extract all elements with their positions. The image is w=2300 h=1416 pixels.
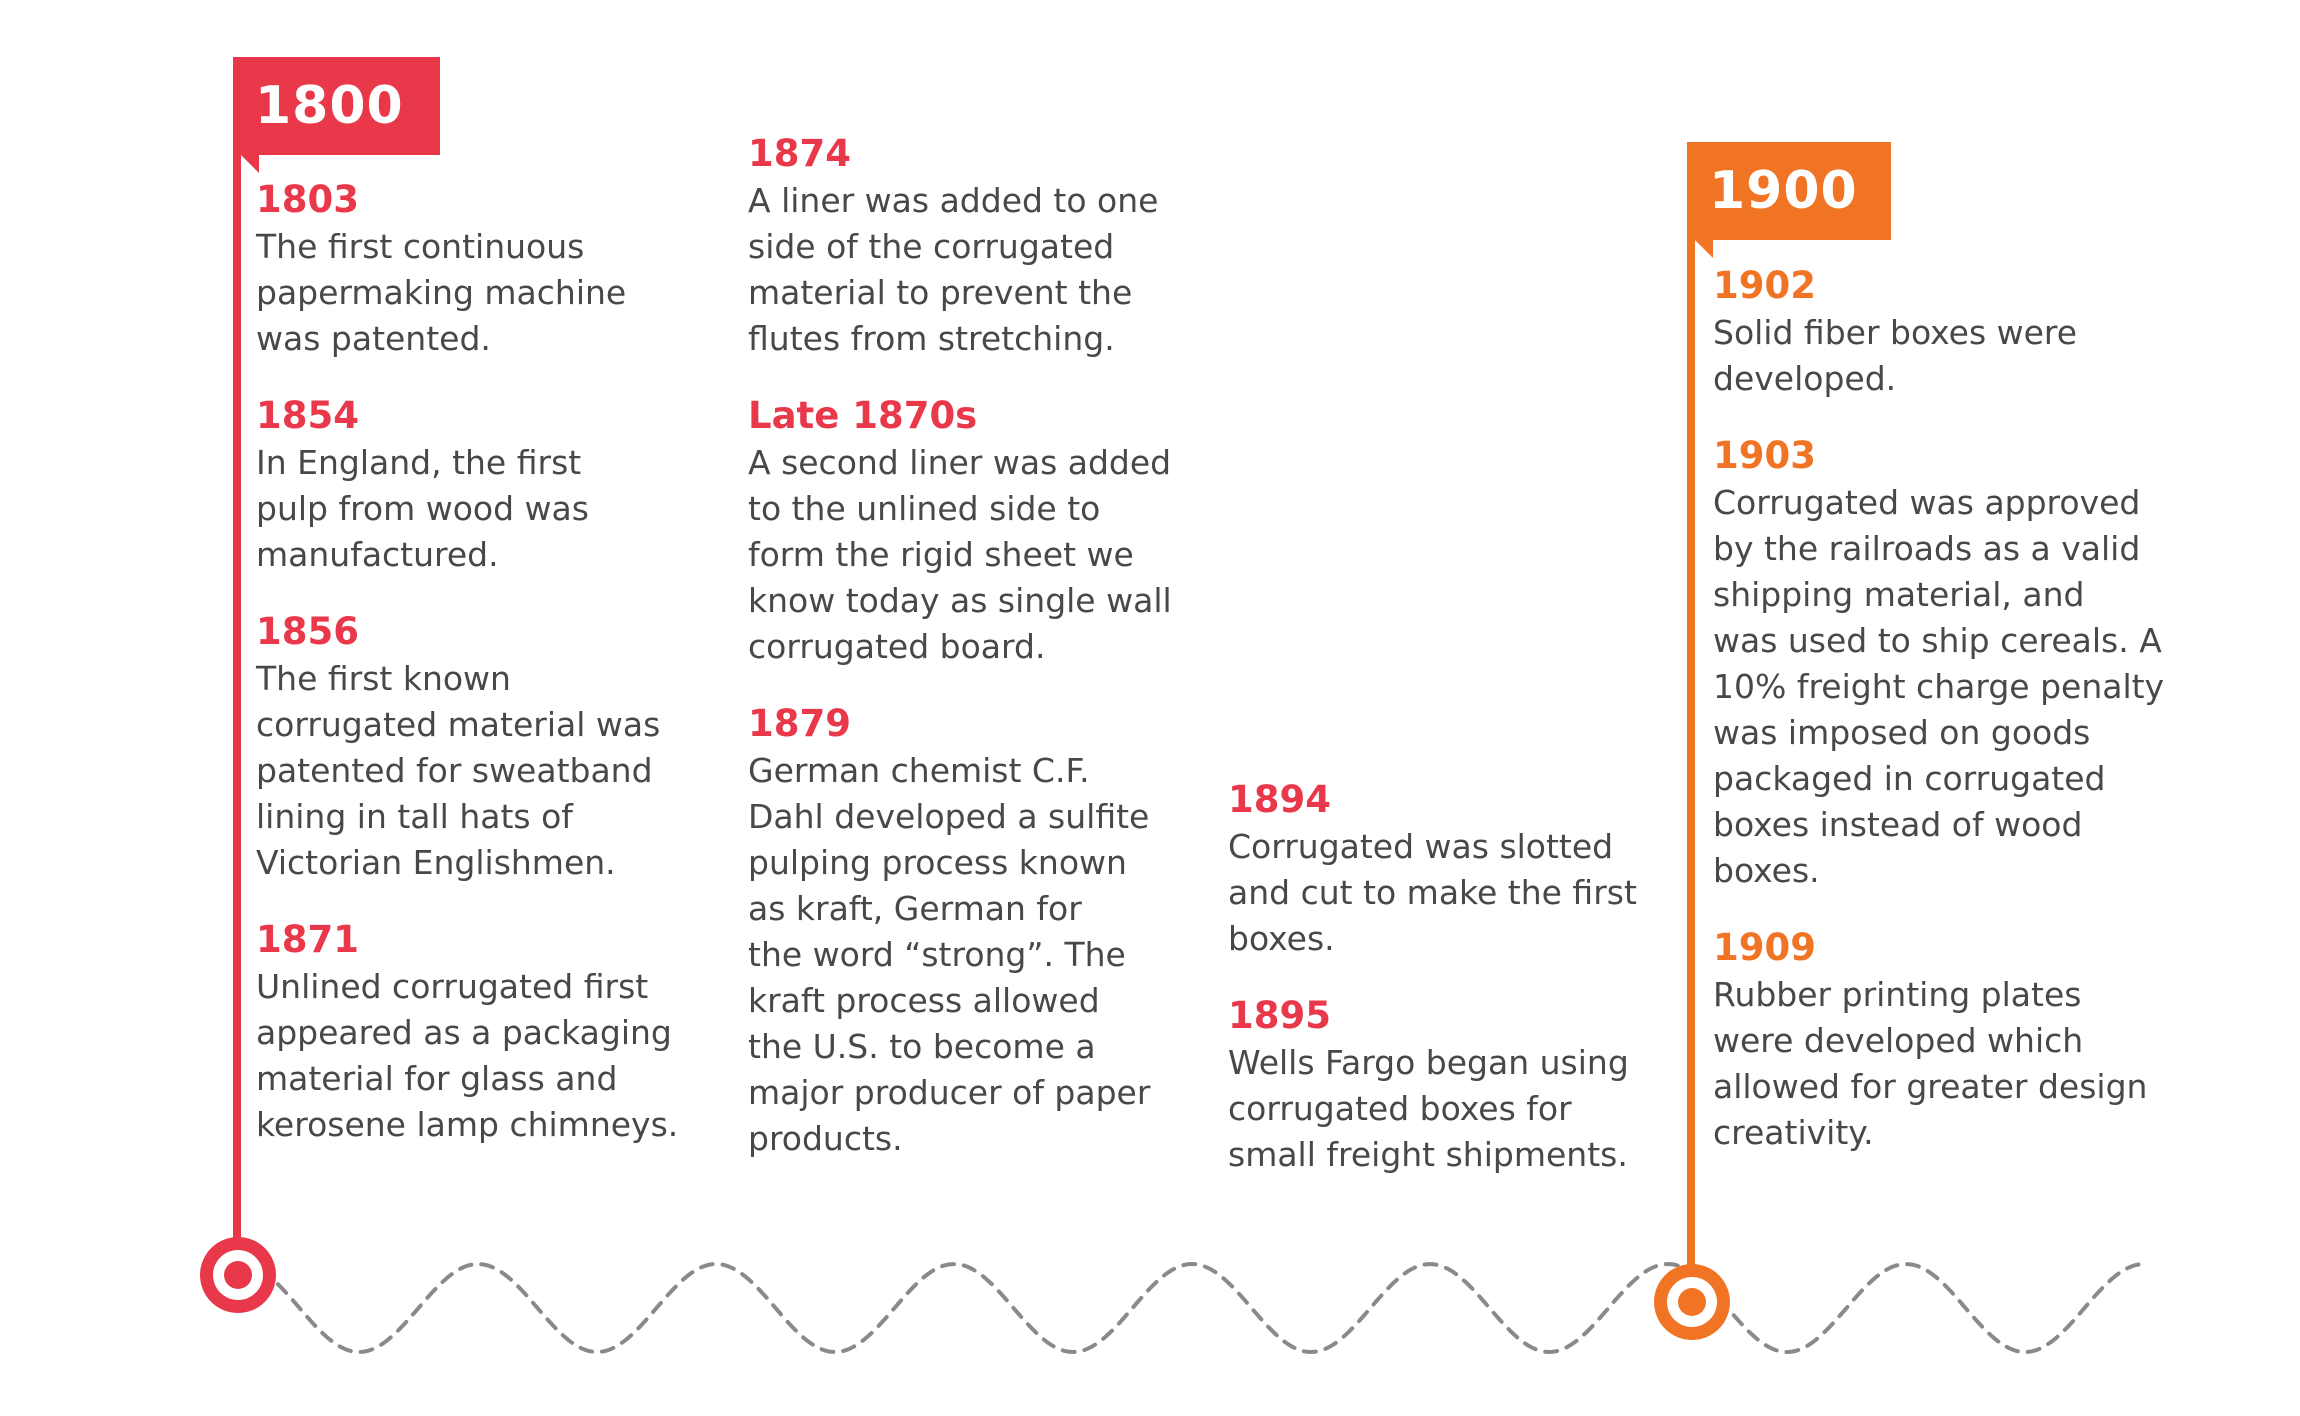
event-description: A second liner was added to the unlined side to form the rigid sheet we know today as single wall corrugated board. [748, 443, 1172, 666]
events-column-3 [1228, 776, 1658, 1208]
marker-flag-1800 [233, 57, 440, 155]
event-description: A liner was added to one side of the corrugated material to prevent the flutes from stretching. [748, 181, 1159, 358]
event-year: 1803 [256, 178, 359, 221]
marker-label-1900: 1900 [1709, 161, 1858, 221]
marker-label-1800: 1800 [255, 76, 404, 136]
event-description: Corrugated was approved by the railroads as a valid shipping material, and was used to ship cereals. A 10% freight charge penalty was imposed on goods packaged in corrugated boxes instead of wood boxes. [1713, 483, 2165, 890]
event-description: Corrugated was slotted and cut to make the first boxes. [1228, 827, 1637, 958]
event-year: 1856 [256, 610, 359, 653]
event-1874 [748, 130, 1178, 362]
event-1879 [748, 700, 1178, 1162]
target-icon-1900 [1652, 1262, 1732, 1342]
marker-flag-1900 [1687, 142, 1891, 240]
flag-tail-1900 [1695, 240, 1713, 258]
event-1856 [256, 608, 716, 886]
event-year: 1909 [1713, 926, 1816, 969]
event-1903 [1713, 432, 2183, 894]
event-1871 [256, 916, 716, 1148]
event-late-1870s [748, 392, 1178, 670]
event-1803 [256, 176, 716, 362]
event-year: 1854 [256, 394, 359, 437]
event-description: German chemist C.F. Dahl developed a sulfite pulping process known as kraft, German for the word “strong”. The kraft process allowed the U.S. to become a major producer of paper products. [748, 751, 1151, 1158]
event-year: 1894 [1228, 778, 1331, 821]
pole-1800 [233, 60, 241, 1275]
event-year: 1903 [1713, 434, 1816, 477]
event-description: Solid fiber boxes were developed. [1713, 313, 2078, 398]
event-year: 1895 [1228, 994, 1331, 1037]
target-icon-1800 [198, 1235, 278, 1315]
event-year: 1902 [1713, 264, 1816, 307]
flag-tail-1800 [241, 155, 259, 173]
event-year: 1879 [748, 702, 851, 745]
pole-1900 [1687, 145, 1695, 1300]
event-1894 [1228, 776, 1658, 962]
event-description: The first continuous papermaking machine was patented. [256, 227, 627, 358]
event-description: The first known corrugated material was patented for sweatband lining in tall hats of Victorian Englishmen. [256, 659, 661, 882]
events-column-4 [1713, 262, 2183, 1186]
event-year: 1874 [748, 132, 851, 175]
event-year: 1871 [256, 918, 359, 961]
events-column-2 [748, 130, 1178, 1192]
event-description: In England, the first pulp from wood was manufactured. [256, 443, 589, 574]
event-year: Late 1870s [748, 394, 978, 437]
event-1895 [1228, 992, 1658, 1178]
event-1902 [1713, 262, 2183, 402]
event-1909 [1713, 924, 2183, 1156]
event-description: Wells Fargo began using corrugated boxes for small freight shipments. [1228, 1043, 1629, 1174]
event-description: Unlined corrugated first appeared as a packaging material for glass and kerosene lamp chimneys. [256, 967, 679, 1144]
event-description: Rubber printing plates were developed which allowed for greater design creativity. [1713, 975, 2148, 1152]
event-1854 [256, 392, 716, 578]
events-column-1 [256, 176, 716, 1178]
